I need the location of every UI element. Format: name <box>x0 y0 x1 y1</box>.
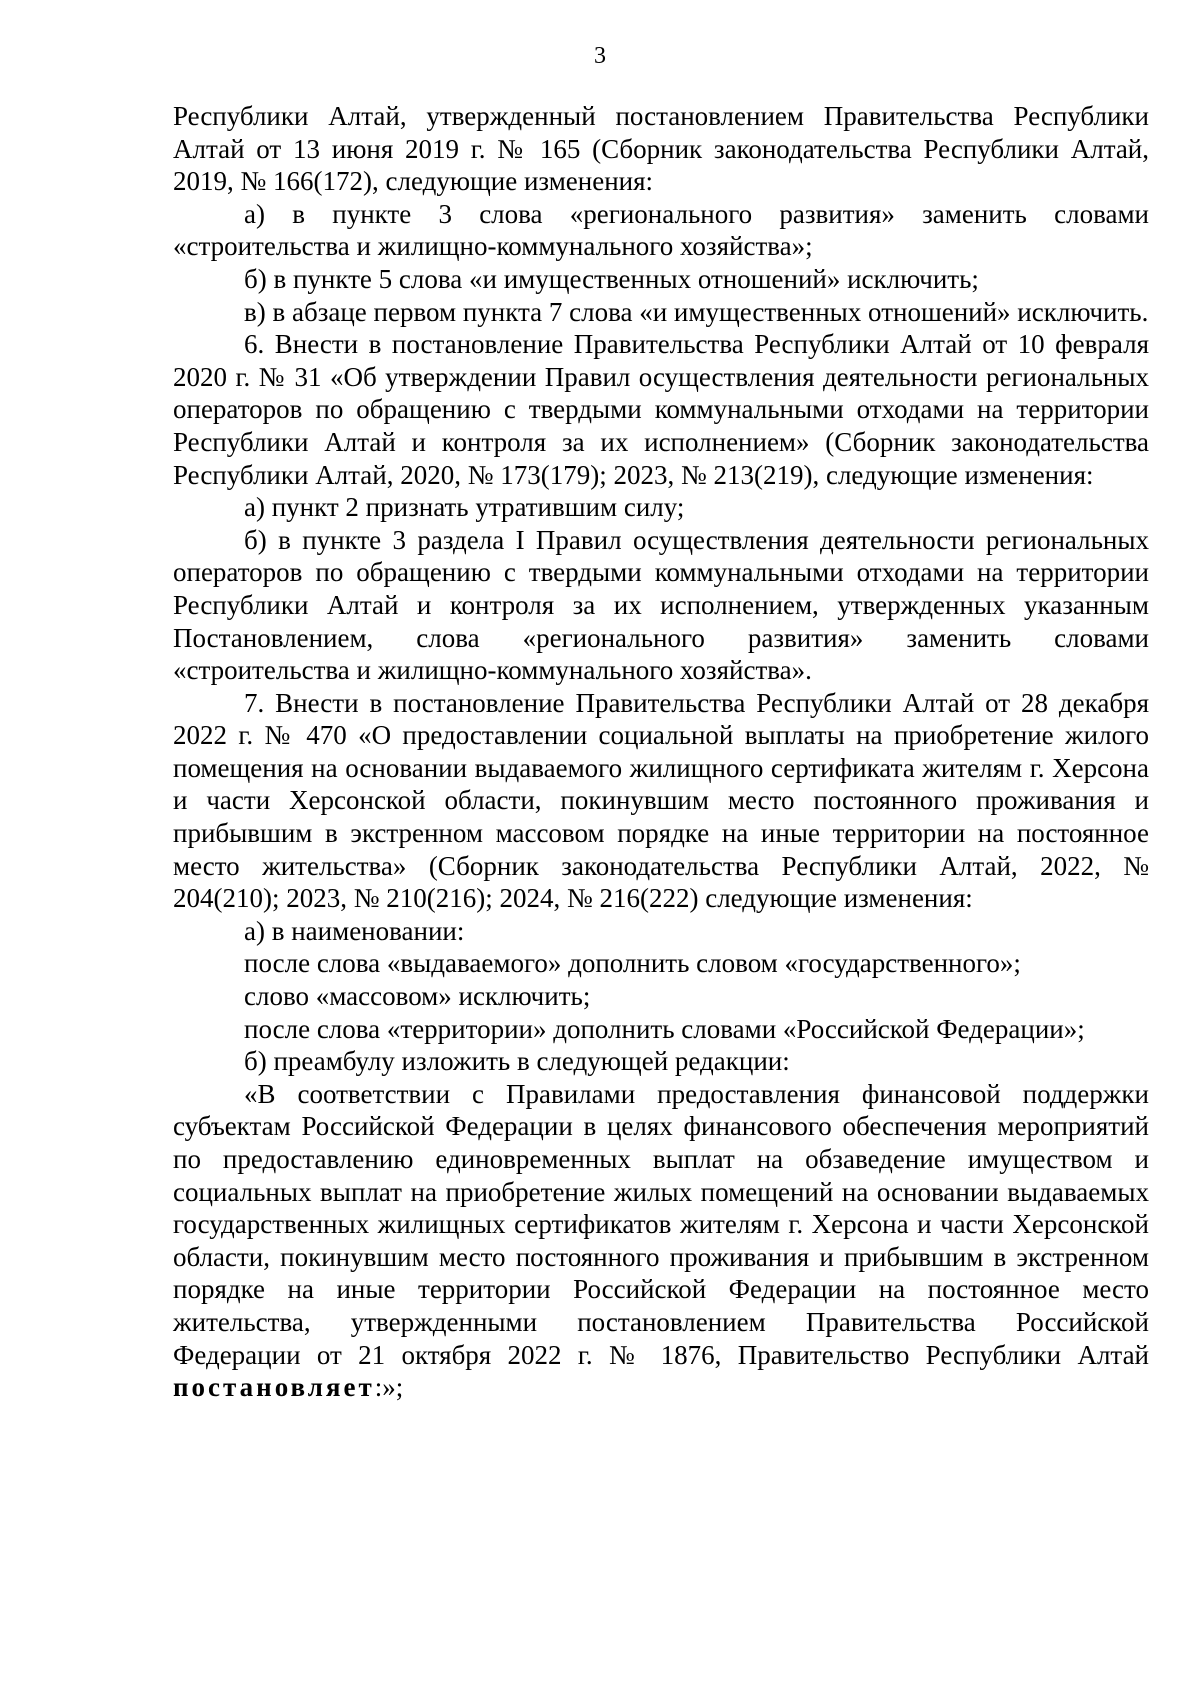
paragraph-point-7-item-b: б) преамбулу изложить в следующей редакции: <box>244 1046 790 1077</box>
paragraph-point-6-item-b: б) в пункте 3 раздела I Правил осуществления деятельности региональных операторов по обращению с твердыми коммунальными отходами на территории Республики Алтай и контроля за их исполнением, утвержденных указанным Постановлением, слова «регионального развития» заменить словами «строительства и жилищно-коммунального хозяйства». <box>173 524 1149 686</box>
paragraph-amendment-3: после слова «территории» дополнить словами «Российской Федерации»; <box>244 1013 1085 1044</box>
preamble-emphasis: постановляет <box>173 1372 375 1403</box>
paragraph-item-a: а) в пункте 3 слова «регионального развития» заменить словами «строительства и жилищно-коммунального хозяйства»; <box>173 198 1149 262</box>
paragraph-item-b: б) в пункте 5 слова «и имущественных отношений» исключить; <box>244 263 979 294</box>
paragraph-point-7: 7. Внести в постановление Правительства Республики Алтай от 28 декабря 2022 г. № 470 «О предоставлении социальной выплаты на приобретение жилого помещения на основании выдаваемого жилищного сертификата жителям г. Херсона и части Херсонской области, покинувшим место постоянного проживания и прибывшим в экстренном массовом порядке на иные территории на постоянное место жительства» (Сборник законодательства Республики Алтай, 2022, № 204(210); 2023, № 210(216); 2024, № 216(222) следующие изменения: <box>173 687 1149 914</box>
preamble-ending: :»; <box>374 1372 404 1403</box>
paragraph-continuation: Республики Алтай, утвержденный постановлением Правительства Республики Алтай от 13 июня 2019 г. № 165 (Сборник законодательства Республики Алтай, 2019, № 166(172), следующие изменения: <box>173 101 1149 197</box>
document-body <box>173 100 1149 1404</box>
paragraph-point-6: 6. Внести в постановление Правительства Республики Алтай от 10 февраля 2020 г. № 31 «Об утверждении Правил осуществления деятельности региональных операторов по обращению с твердыми коммунальными отходами на территории Республики Алтай и контроля за их исполнением» (Сборник законодательства Республики Алтай, 2020, № 173(179); 2023, № 213(219), следующие изменения: <box>173 329 1149 490</box>
paragraph-point-7-item-a: а) в наименовании: <box>244 915 465 946</box>
paragraph-amendment-1: после слова «выдаваемого» дополнить словом «государственного»; <box>244 948 1021 979</box>
preamble-text: «В соответствии с Правилами предоставления финансовой поддержки субъектам Российской Федерации в целях финансового обеспечения мероприятий по предоставлению единовременных выплат на обзаведение имуществом и социальных выплат на приобретение жилых помещений на основании выдаваемых государственных жилищных сертификатов жителям г. Херсона и части Херсонской области, покинувшим место постоянного проживания и прибывшим в экстренном порядке на иные территории Российской Федерации на постоянное место жительства, утвержденными постановлением Правительства Российской Федерации от 21 октября 2022 г. № 1876, Правительство Республики Алтай <box>173 1078 1149 1370</box>
page-number: 3 <box>594 43 606 69</box>
paragraph-item-v: в) в абзаце первом пункта 7 слова «и имущественных отношений» исключить. <box>244 296 1149 327</box>
paragraph-point-6-item-a: а) пункт 2 признать утратившим силу; <box>244 492 685 523</box>
paragraph-preamble <box>173 1078 1149 1404</box>
paragraph-amendment-2: слово «массовом» исключить; <box>244 981 591 1012</box>
